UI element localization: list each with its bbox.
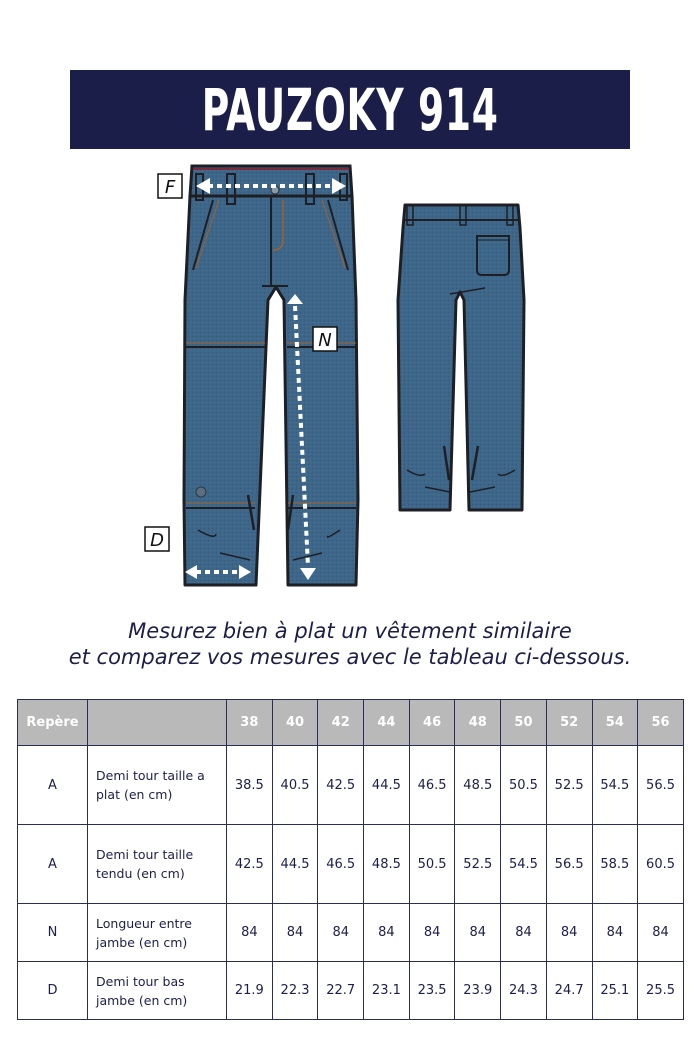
product-title: PAUZOKY 914	[201, 75, 499, 144]
cell-value: 22.3	[272, 962, 318, 1020]
table-row	[18, 962, 684, 1020]
cell-value: 60.5	[638, 825, 684, 904]
svg-text:N: N	[318, 330, 332, 351]
svg-text:D: D	[150, 530, 164, 551]
cell-value: 84	[272, 904, 318, 962]
row-repere: A	[18, 746, 88, 825]
cell-value: 50.5	[501, 746, 547, 825]
svg-text:F: F	[164, 177, 176, 198]
cell-value: 56.5	[638, 746, 684, 825]
header-size: 38	[227, 700, 273, 746]
cell-value: 46.5	[409, 746, 455, 825]
cell-value: 48.5	[455, 746, 501, 825]
cell-value: 42.5	[318, 746, 364, 825]
marker-d	[145, 527, 169, 551]
pants-back-view	[398, 205, 524, 510]
cell-value: 84	[592, 904, 638, 962]
row-description: Demi tour taille tendu (en cm)	[88, 825, 227, 904]
table-row	[18, 825, 684, 904]
cell-value: 56.5	[546, 825, 592, 904]
title-banner	[70, 70, 630, 149]
table-row	[18, 746, 684, 825]
row-repere: A	[18, 825, 88, 904]
cell-value: 52.5	[546, 746, 592, 825]
cell-value: 22.7	[318, 962, 364, 1020]
cell-value: 21.9	[227, 962, 273, 1020]
header-size: 50	[501, 700, 547, 746]
cell-value: 58.5	[592, 825, 638, 904]
cell-value: 23.1	[364, 962, 410, 1020]
header-size: 54	[592, 700, 638, 746]
header-size: 56	[638, 700, 684, 746]
header-size: 44	[364, 700, 410, 746]
instructions-line-1: Mesurez bien à plat un vêtement similaire	[128, 619, 572, 643]
cell-value: 24.7	[546, 962, 592, 1020]
table-header-row	[18, 700, 684, 746]
instructions-line-2: et comparez vos mesures avec le tableau ci-dessous.	[68, 645, 632, 669]
cell-value: 25.1	[592, 962, 638, 1020]
cell-value: 84	[501, 904, 547, 962]
pants-illustration	[0, 150, 700, 600]
cell-value: 84	[364, 904, 410, 962]
pants-front-view	[184, 166, 358, 585]
measurement-instructions	[0, 618, 700, 670]
row-repere: N	[18, 904, 88, 962]
cell-value: 23.5	[409, 962, 455, 1020]
cell-value: 46.5	[318, 825, 364, 904]
table-row	[18, 904, 684, 962]
cell-value: 84	[227, 904, 273, 962]
header-description	[88, 700, 227, 746]
row-description: Demi tour bas jambe (en cm)	[88, 962, 227, 1020]
cell-value: 54.5	[592, 746, 638, 825]
row-repere: D	[18, 962, 88, 1020]
cell-value: 84	[409, 904, 455, 962]
header-size: 40	[272, 700, 318, 746]
row-description: Longueur entre jambe (en cm)	[88, 904, 227, 962]
cell-value: 40.5	[272, 746, 318, 825]
header-repere: Repère	[18, 700, 88, 746]
cell-value: 48.5	[364, 825, 410, 904]
row-description: Demi tour taille a plat (en cm)	[88, 746, 227, 825]
header-size: 46	[409, 700, 455, 746]
cell-value: 52.5	[455, 825, 501, 904]
cell-value: 84	[318, 904, 364, 962]
cell-value: 24.3	[501, 962, 547, 1020]
cell-value: 25.5	[638, 962, 684, 1020]
cell-value: 54.5	[501, 825, 547, 904]
cell-value: 50.5	[409, 825, 455, 904]
cell-value: 44.5	[364, 746, 410, 825]
cell-value: 84	[546, 904, 592, 962]
cell-value: 38.5	[227, 746, 273, 825]
size-chart-table	[17, 699, 684, 1020]
cell-value: 42.5	[227, 825, 273, 904]
marker-f	[158, 174, 182, 198]
header-size: 42	[318, 700, 364, 746]
cell-value: 23.9	[455, 962, 501, 1020]
cell-value: 84	[638, 904, 684, 962]
marker-n	[313, 327, 337, 351]
header-size: 48	[455, 700, 501, 746]
header-size: 52	[546, 700, 592, 746]
cell-value: 84	[455, 904, 501, 962]
cell-value: 44.5	[272, 825, 318, 904]
